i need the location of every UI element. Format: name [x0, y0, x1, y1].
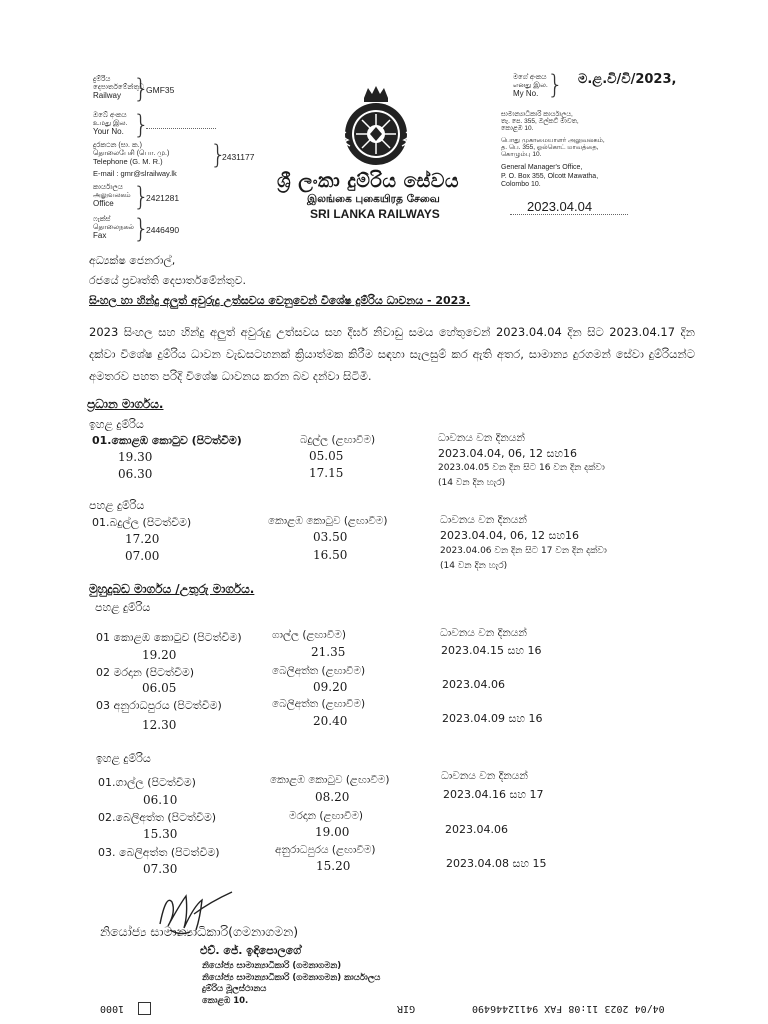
trip-arr: 09.20 [313, 680, 348, 694]
signatory-title: නියෝජ්‍ය සාමාන්‍යාධිකාරි(ගමනාගමන) [100, 924, 299, 939]
main-up-row2-dep: 06.30 [118, 467, 153, 481]
trip-to: ගාල්ල (ළඟාවීම) [272, 629, 346, 641]
main-up-row1-dep: 19.30 [118, 450, 153, 464]
my-no-value: ම.ළ.වි/වි/2023, [578, 72, 677, 87]
signatory-name: එච්. ජේ. ඉඳිපොලගේ [200, 944, 302, 957]
body-paragraph: 2023 සිංහල සහ හින්දු අලුත් අවුරුදු උත්සවය සහ දීර්ඝ නිවාඩු සමය හේතුවෙන් 2023.04.04 දින සිට 2023.04.17 දින දක්වා විශේෂ දුම්රිය ධාවන වැඩසටහනක් ක්‍රියාත්මක කිරීම සඳහා සැලසුම් කර ඇති අතර, සාමාන්‍ය දුරගමන් සේවා දුම්රියන්ට අමතරව පහත පරිදි විශේෂ ධාවනය කරන බව දන්වා සිටිමි. [89, 325, 695, 383]
main-down-col-days: ධාවනය වන දිනයන් [440, 514, 527, 526]
address-english: General Manager's Office, P. O. Box 355, Olcott Mawatha, Colombo 10. [501, 164, 599, 188]
trip-arr: 15.20 [316, 859, 351, 873]
address-tamil: பொது முகாமையாளர் அலுவலகம், த. பெ. 355, ஓல்கொட் மாவத்தை, கொழும்பு 10. [501, 137, 605, 158]
my-no-brace: } [547, 70, 564, 100]
telephone-value: 2431177 [222, 152, 255, 162]
fax-brace: } [133, 214, 150, 244]
trip-dep: 06.10 [143, 793, 178, 807]
email-label: E-mail : gmr@slrailway.lk [93, 169, 177, 178]
trip-from: 03 අනුරාධපුරය (පිටත්වීම) [96, 699, 222, 712]
trip-dep: 12.30 [142, 718, 177, 732]
trip-arr: 21.35 [311, 645, 346, 659]
coast-down-col-days: ධාවනය වන දිනයන් [440, 627, 527, 639]
fax-footer-timestamp: 04/04 2023 11:08 FAX 94112446490 [472, 1003, 665, 1014]
main-down-col-to: කොළඹ කොටුව (ළඟාවීම) [268, 515, 388, 527]
main-up-col-days: ධාවනය වන දිනයන් [438, 432, 525, 444]
trip-days: 2023.04.06 [442, 678, 505, 691]
trip-to: බෙලිඅත්ත (ළඟාවීම) [272, 698, 366, 710]
office-brace: } [133, 182, 150, 212]
org-name-sinhala: ශ්‍රී ලංකා දුම්රිය සේවය [277, 170, 460, 192]
dept-value: GMF35 [146, 85, 175, 95]
main-down-row1-days: 2023.04.04, 06, 12 සහ16 [440, 529, 580, 542]
coast-line-title: මුහුදුබඩ මාර්ගය /උතුරු මාර්ගය. [89, 582, 255, 596]
office-value: 2421281 [146, 193, 180, 203]
trip-to: මරදාන (ළඟාවීම) [289, 810, 364, 822]
signatory-stamp: නියෝජ්‍ය සාමාන්‍යාධිකාරි (ගමනාගමන) නියෝජ්‍ය සාමාන්‍යාධිකාරි (ගමනාගමන) කාර්යාලය දුම්රිය මූලස්ථානය කොළඹ 10. [202, 961, 381, 1006]
railway-emblem [338, 84, 414, 168]
fax-footer-page: 1000 [100, 1003, 125, 1014]
trip-from: 02.බෙලිඅත්ත (පිටත්වීම) [98, 811, 217, 824]
dept-label: දුම්රිය දෙපාර්තමේන්තුව Railway [93, 76, 145, 100]
main-line-title: ප්‍රධාන මාර්ගය. [87, 397, 164, 411]
my-no-label: මගේ අංකය எனது இல. My No. [513, 74, 548, 98]
your-no-label: ඔබේ අංකය உமது இல. Your No. [93, 112, 128, 136]
org-name-english: SRI LANKA RAILWAYS [310, 207, 440, 221]
main-up-label: ඉහළ දුම්රිය [89, 418, 144, 431]
trip-to: අනුරාධපුරය (ළඟාවීම) [275, 844, 376, 856]
trip-from: 01 කොළඹ කොටුව (පිටත්වීම) [96, 631, 242, 644]
coast-down-label: පහළ දුම්රිය [95, 601, 151, 614]
recipient-line-2: රජයේ ප්‍රවෘත්ති දෙපාර්තමේන්තුව. [89, 274, 247, 287]
recipient-line-1: අධ්‍යක්ෂ ජෙනරාල්, [89, 254, 176, 267]
trip-dep: 19.20 [142, 648, 177, 662]
trip-days: 2023.04.09 සහ 16 [442, 712, 543, 725]
org-name-tamil: இலங்கை புகையிரத சேவை [307, 193, 440, 205]
fax-page-box-icon [138, 1002, 151, 1015]
letter-date: 2023.04.04 [527, 199, 593, 214]
address-sinhala: සාමාන්‍යාධිකාරි කාර්යාලය, තැ. පෙ. 355, ඔල්කට් මාවත, කොළඹ 10. [501, 111, 579, 132]
main-down-row1-arr: 03.50 [313, 530, 348, 544]
coast-up-label: ඉහළ දුම්රිය [96, 752, 151, 765]
main-up-row1-days: 2023.04.04, 06, 12 සහ16 [438, 447, 578, 460]
trip-arr: 19.00 [315, 825, 350, 839]
trip-dep: 15.30 [143, 827, 178, 841]
main-down-col-from: 01.බදුල්ල (පිටත්වීම) [92, 516, 192, 529]
main-down-row2-days: 2023.04.06 වන දින සිට 17 වන දින දක්වා [440, 546, 607, 556]
trip-days: 2023.04.06 [445, 823, 508, 836]
trip-days: 2023.04.15 සහ 16 [441, 644, 542, 657]
trip-dep: 07.30 [143, 862, 178, 876]
trip-arr: 08.20 [315, 790, 350, 804]
trip-from: 03. බෙලිඅත්ත (පිටත්වීම) [98, 846, 220, 859]
your-no-brace: } [133, 110, 150, 140]
main-down-row1-dep: 17.20 [125, 532, 160, 546]
trip-days: 2023.04.08 සහ 15 [446, 857, 547, 870]
main-down-row2-note: (14 වන දින හැර) [440, 561, 508, 571]
trip-from: 02 මරදාන (පිටත්වීම) [96, 666, 195, 679]
main-up-row1-arr: 05.05 [309, 449, 344, 463]
fax-value: 2446490 [146, 225, 180, 235]
trip-dep: 06.05 [142, 681, 177, 695]
main-down-row2-arr: 16.50 [313, 548, 348, 562]
main-up-row2-days: 2023.04.05 වන දින සිට 16 වන දින දක්වා [438, 463, 605, 473]
trip-to: බෙලිඅත්ත (ළඟාවීම) [272, 665, 366, 677]
fax-label: ෆැක්ස් தொலைநகல் Fax [93, 216, 134, 240]
fax-footer-code: GIR [397, 1003, 416, 1014]
coast-up-col-days: ධාවනය වන දිනයන් [441, 770, 528, 782]
main-up-row2-arr: 17.15 [309, 466, 344, 480]
main-down-row2-dep: 07.00 [125, 549, 160, 563]
main-up-col-from: 01.කොළඹ කොටුව (පිටත්වීම) [92, 434, 242, 447]
main-up-row2-note: (14 වන දින හැර) [438, 478, 506, 488]
subject: සිංහල හා හින්දු අලුත් අවුරුදු උත්සවය වෙනුවෙන් විශේෂ දුම්රිය ධාවනය - 2023. [89, 294, 471, 307]
main-down-label: පහළ දුම්රිය [89, 499, 145, 512]
main-up-col-to: බදුල්ල (ළඟාවීම) [300, 434, 376, 446]
trip-to: කොළඹ කොටුව (ළඟාවීම) [270, 774, 390, 786]
dept-brace: } [133, 74, 150, 104]
trip-from: 01.ගාල්ල (පිටත්වීම) [98, 776, 196, 789]
trip-arr: 20.40 [313, 714, 348, 728]
your-no-line [146, 127, 216, 129]
trip-days: 2023.04.16 සහ 17 [443, 788, 544, 801]
office-label: කාර්යාලය அலுவலகம் Office [93, 184, 131, 208]
date-line [510, 213, 628, 215]
telephone-brace: } [210, 140, 227, 170]
telephone-label: දුරකථන (සා. ක.) தொலைபேசி (பொ. மு.) Telephone (G. M. R.) [93, 142, 170, 166]
